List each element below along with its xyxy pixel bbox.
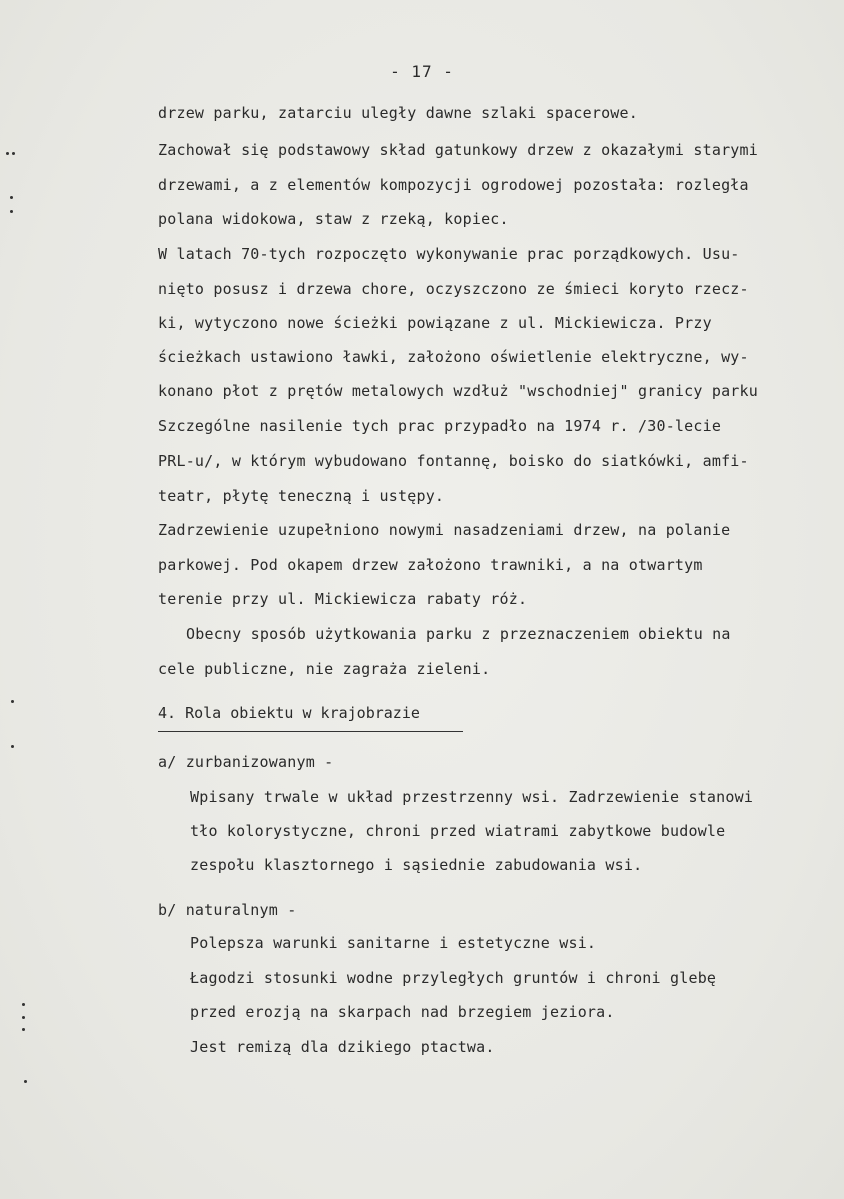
subsection-line: Jest remizą dla dzikiego ptactwa. (190, 1038, 495, 1056)
page-number: - 17 - (390, 62, 454, 81)
scan-speck (10, 196, 13, 199)
subsection-a-label: a/ zurbanizowanym - (158, 753, 334, 771)
scan-speck (22, 1003, 25, 1006)
scan-speck (6, 152, 9, 155)
subsection-line: tło kolorystyczne, chroni przed wiatrami zabytkowe budowle (190, 822, 726, 840)
subsection-line: zespołu klasztornego i sąsiednie zabudowania wsi. (190, 856, 643, 874)
paragraph-line: teatr, płytę teneczną i ustępy. (158, 487, 445, 505)
scan-speck (11, 700, 14, 703)
scan-speck (22, 1028, 25, 1031)
paragraph-line: ścieżkach ustawiono ławki, założono oświetlenie elektryczne, wy- (158, 348, 749, 366)
scan-speck (11, 745, 14, 748)
paragraph-line: W latach 70-tych rozpoczęto wykonywanie prac porządkowych. Usu- (158, 245, 740, 263)
paragraph-line: parkowej. Pod okapem drzew założono trawniki, a na otwartym (158, 556, 703, 574)
subsection-line: przed erozją na skarpach nad brzegiem jeziora. (190, 1003, 615, 1021)
subsection-line: Polepsza warunki sanitarne i estetyczne wsi. (190, 934, 597, 952)
paragraph-line: Zadrzewienie uzupełniono nowymi nasadzeniami drzew, na polanie (158, 521, 731, 539)
subsection-line: Wpisany trwale w układ przestrzenny wsi. Zadrzewienie stanowi (190, 788, 754, 806)
paragraph-line: nięto posusz i drzewa chore, oczyszczono ze śmieci koryto rzecz- (158, 280, 749, 298)
paragraph-line: drzew parku, zatarciu uległy dawne szlaki spacerowe. (158, 104, 638, 122)
scan-speck (24, 1080, 27, 1083)
paragraph-line: polana widokowa, staw z rzeką, kopiec. (158, 210, 509, 228)
subsection-b-label: b/ naturalnym - (158, 901, 297, 919)
paragraph-line: cele publiczne, nie zagraża zieleni. (158, 660, 491, 678)
scan-speck (12, 152, 15, 155)
paragraph-line: drzewami, a z elementów kompozycji ogrodowej pozostała: rozległa (158, 176, 749, 194)
subsection-line: Łagodzi stosunki wodne przyległych gruntów i chroni glebę (190, 969, 717, 987)
paragraph-line: terenie przy ul. Mickiewicza rabaty róż. (158, 590, 528, 608)
paragraph-line: PRL-u/, w którym wybudowano fontannę, boisko do siatkówki, amfi- (158, 452, 749, 470)
section-heading: 4. Rola obiektu w krajobrazie (158, 704, 420, 722)
scan-speck (22, 1016, 25, 1019)
paragraph-line: ki, wytyczono nowe ścieżki powiązane z ul. Mickiewicza. Przy (158, 314, 712, 332)
heading-underline (158, 731, 463, 732)
scan-speck (10, 210, 13, 213)
paragraph-line: Szczególne nasilenie tych prac przypadło na 1974 r. /30-lecie (158, 417, 722, 435)
paragraph-line: Zachował się podstawowy skład gatunkowy drzew z okazałymi starymi (158, 141, 758, 159)
paragraph-line: konano płot z prętów metalowych wzdłuż "wschodniej" granicy parku (158, 382, 758, 400)
paragraph-line: Obecny sposób użytkowania parku z przeznaczeniem obiektu na (186, 625, 731, 643)
